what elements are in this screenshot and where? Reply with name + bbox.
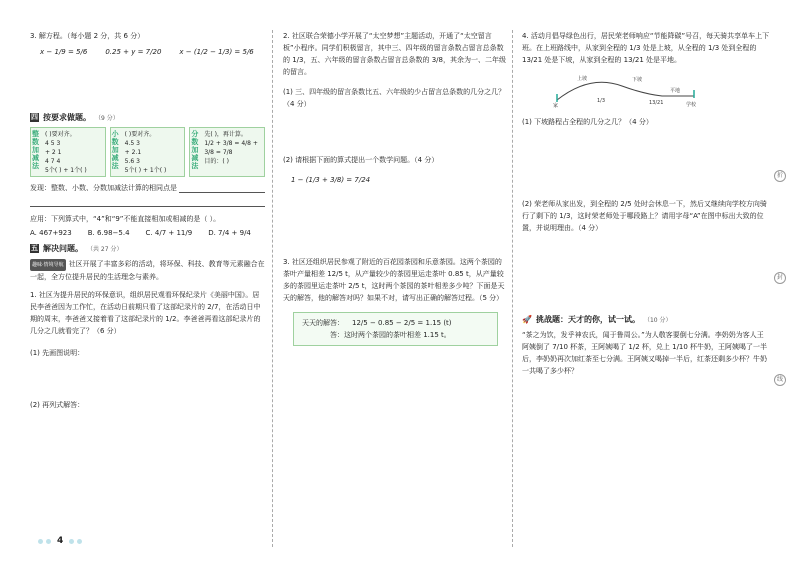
q1-text: 1. 社区为提升居民的环保意识，组织居民观看环保纪录片《美丽中国》。居民李爸爸因为工作忙，在活动日前期只看了这部纪录片的 2/7，在活动日中期的周末，李爸爸又接着看了这部纪录片的 1/2。李爸爸再看这部纪录片的几分之几就看完了？（6 分） <box>30 291 261 335</box>
footer-dot <box>69 539 74 544</box>
fraction-box <box>189 127 265 177</box>
challenge-points: （10 分） <box>643 317 672 324</box>
q2-sub2: (2) 请根据下面的算式提出一个数学问题。（4 分） <box>283 156 439 164</box>
integer-box <box>30 127 106 177</box>
challenge-header <box>522 314 770 325</box>
footer-dot <box>46 539 51 544</box>
challenge-text: “茶之为饮，发乎神农氏，闻于鲁周公。”为人敬客要倒七分满。李奶奶为客人王阿姨倒了 7/10 杯茶，王阿姨喝了 1/2 杯，兑上 1/10 杯牛奶，王阿姨喝了一半后，李奶奶再次加红茶至七分满。王阿姨又喝掉一半后，红茶还剩多少杯？牛奶一共喝了多少杯？ <box>522 331 768 375</box>
decimal-box-label: 小数加减法 <box>111 130 119 170</box>
map-label-13-21: 13/21 <box>649 100 664 106</box>
map-label-school: 学校 <box>686 102 697 108</box>
q4-sub1: (1) 下坡路程占全程的几分之几？（4 分） <box>522 118 653 126</box>
context-paragraph <box>30 258 265 283</box>
find-answer-blank-2[interactable] <box>30 196 265 207</box>
footer-dot <box>77 539 82 544</box>
integer-box-content: ( )要对齐。 4 5 3 + 2 1 4 7 4 5个( ) + 1个( ) <box>45 131 87 174</box>
decimal-box <box>110 127 186 177</box>
equation-1: x − 1/9 = 5/6 <box>40 48 88 56</box>
column-divider-1 <box>272 30 273 547</box>
find-answer-blank[interactable] <box>179 183 265 193</box>
context-text: 社区开展了丰富多彩的活动，将环保、科技、教育等元素融合在一起，全方位提升居民的生活理念与素养。 <box>30 260 265 281</box>
tiantian-formula: 12/5 − 0.85 − 2/5 = 1.15 (t) <box>352 319 452 327</box>
fraction-box-label: 分数加减法 <box>191 130 199 170</box>
fraction-box-content: 先( )，再计算。 1/2 + 3/8 = 4/8 + 3/8 = 7/8 目的：( ) <box>204 131 258 165</box>
side-mark-fold: 折 <box>774 170 786 182</box>
section-5-mark: 五 <box>31 244 38 252</box>
q1-sub2: (2) 再列式解答： <box>30 401 85 409</box>
column-right <box>522 30 770 377</box>
integer-box-label: 整数加减法 <box>32 130 39 170</box>
tiantian-solution <box>302 317 489 329</box>
challenge-title: 挑战题：天才的你，试一试。 <box>535 315 640 324</box>
q1-sub1: (1) 先画图说明： <box>30 349 85 357</box>
map-label-uphill: 上坡 <box>577 76 588 82</box>
map-label-flat: 平地 <box>670 88 681 94</box>
map-label-home: 家 <box>553 103 559 108</box>
context-tag: 趣味·情境导航 <box>30 259 66 271</box>
apply-options <box>30 229 265 237</box>
page-footer <box>38 536 82 546</box>
option-a: A. 467+923 <box>30 229 72 237</box>
section-4-mark: 四 <box>31 113 38 121</box>
tiantian-label: 天天的解答： <box>302 319 344 327</box>
q3-text: 3. 社区还组织居民参观了附近的百花园茶园和乐意茶园。这两个茶园的茶叶产量相差 12/5 t，从产量较少的茶园里运走茶叶 0.85 t，从产量较多的茶园里运走茶叶 2/5 t，这时两个茶园的茶叶相差多少吨？下面是天天的解答，他的解答对吗？如果不对，请写出正确的解答过程。（5 分） <box>283 258 505 302</box>
find-line <box>30 183 265 193</box>
q2-text: 2. 社区联合荣德小学开展了“太空梦想”主题活动，开通了“太空留言板”小程序。同学们积极留言，其中三、四年级的留言条数占留言总条数的 1/3，五、六年级的留言条数占留言总条数的 3/8，其余为一、二年级的留言。 <box>283 32 506 76</box>
page-number: 4 <box>57 536 64 546</box>
q2-sub1: (1) 三、四年级的留言条数比五、六年级的少占留言总条数的几分之几？（4 分） <box>283 88 506 108</box>
tiantian-solution-box <box>293 312 498 346</box>
equation-row <box>40 48 265 56</box>
equation-3: x − (1/2 − 1/3) = 5/6 <box>179 48 254 56</box>
side-mark-seal: 封 <box>774 272 786 284</box>
rocket-icon: 🚀 <box>522 315 532 324</box>
route-diagram <box>552 72 702 108</box>
footer-dot <box>38 539 43 544</box>
q4-text: 4. 活动月倡导绿色出行，居民荣老师响应“节能降碳”号召，每天骑共享单车上下班。在上班路线中，从家到全程的 1/3 处是上坡，从全程的 1/3 处到全程的 13/21 处是下坡，从家到全程的 13/21 处是平地。 <box>522 32 770 64</box>
find-label: 发现：整数、小数、分数加减法计算的相同点是 <box>30 184 177 192</box>
decimal-box-content: ( )要对齐。 4.5 3 + 2.1 5.6 3 5个( ) + 1个( ) <box>124 131 167 174</box>
q3-title: 3. 解方程。（每小题 2 分，共 6 分） <box>30 32 145 40</box>
column-divider-2 <box>512 30 513 547</box>
side-mark-line: 线 <box>774 374 786 386</box>
q4-sub2: (2) 荣老师从家出发，到全程的 2/5 处时会休息一下，然后又继续向学校方向骑行了剩下的 1/3，这时荣老师处于哪段路上？请用字母“A”在图中标出大致的位置，并说明理由。（4 分） <box>522 200 767 232</box>
q2-formula: 1 − (1/3 + 3/8) = 7/24 <box>291 176 371 184</box>
map-label-third: 1/3 <box>597 98 606 104</box>
column-middle <box>283 30 508 354</box>
option-d: D. 7/4 + 9/4 <box>208 229 251 237</box>
option-c: C. 4/7 + 11/9 <box>145 229 193 237</box>
tiantian-answer: 答：这时两个茶园的茶叶相差 1.15 t。 <box>330 331 451 339</box>
apply-text: 应用：下列算式中，“4”和“9”不能直接相加或相减的是（ ）。 <box>30 215 221 223</box>
option-b: B. 6.98−5.4 <box>87 229 130 237</box>
section-4-title: 按要求做题。 <box>43 113 91 122</box>
section-5-header <box>30 243 265 254</box>
section-4-header <box>30 112 265 123</box>
equation-2: 0.25 + y = 7/20 <box>105 48 162 56</box>
section-5-title: 解决问题。 <box>43 244 83 253</box>
section-4-points: （9 分） <box>95 115 119 122</box>
section-5-points: （共 27 分） <box>87 246 123 253</box>
map-label-downhill: 下坡 <box>632 77 643 83</box>
column-left <box>30 30 265 411</box>
method-boxes <box>30 127 265 177</box>
